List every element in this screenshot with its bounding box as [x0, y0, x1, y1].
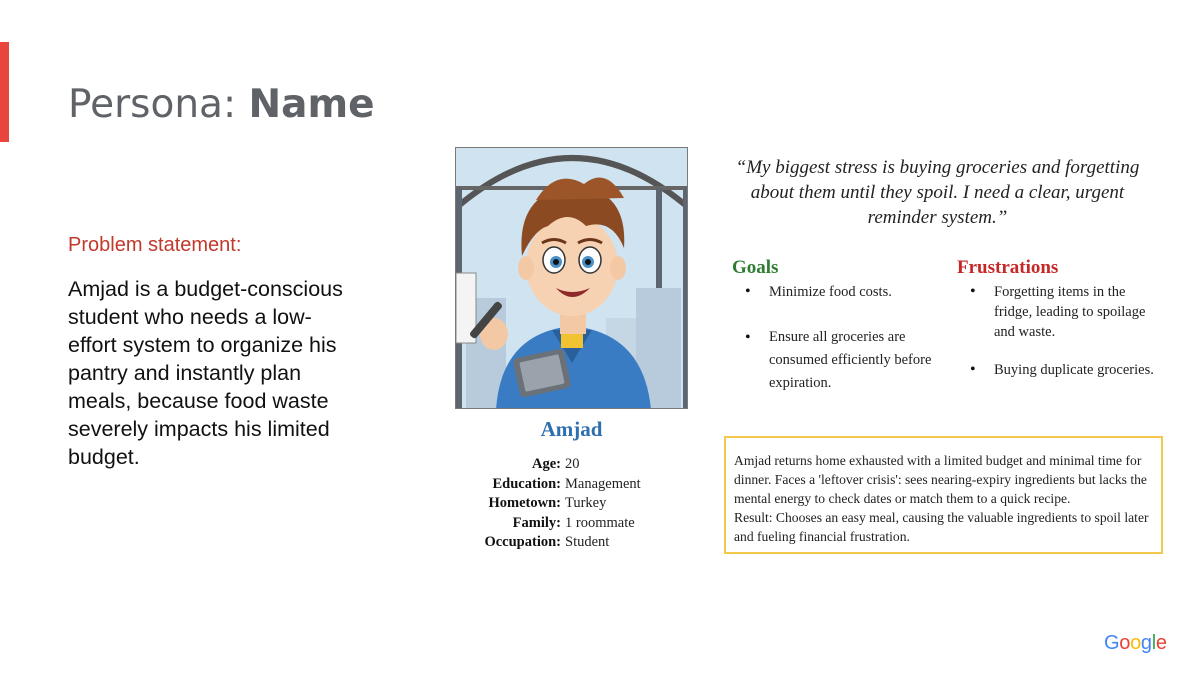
goal-item: • Ensure all groceries are consumed efficiently before expiration. — [735, 326, 945, 395]
problem-statement-body: Amjad is a budget-conscious student who needs a low-effort system to organize his pantry and instantly plan meals, because food waste severely impacts his limited budget. — [68, 277, 343, 469]
detail-key: Education: — [492, 475, 561, 492]
logo-letter: o — [1130, 632, 1141, 654]
detail-row-hometown — [455, 494, 688, 514]
frustration-item: • Buying duplicate groceries. — [960, 360, 1160, 380]
detail-key: Hometown: — [488, 495, 561, 511]
persona-quote: “My biggest stress is buying groceries and forgetting about them until they spoil. I need a clear, urgent reminder system.” — [735, 157, 1140, 228]
detail-key: Occupation: — [484, 534, 561, 550]
detail-key: Age: — [532, 456, 561, 472]
detail-value: Turkey — [565, 495, 607, 511]
persona-illustration — [456, 148, 688, 409]
logo-letter: g — [1140, 632, 1152, 654]
frustrations-list — [960, 282, 1160, 380]
accent-bar — [0, 42, 9, 142]
scenario-box — [724, 436, 1163, 554]
logo-letter: l — [1151, 632, 1156, 654]
scenario-text: Amjad returns home exhausted with a limited budget and minimal time for dinner. Faces a 'leftover crisis': sees nearing-expiry ingredients but lacks the mental energy to check dates or match them to a quick recipe. — [734, 453, 1147, 506]
goal-item: • Minimize food costs. — [735, 282, 945, 302]
logo-letter: o — [1119, 632, 1131, 654]
logo-letter: e — [1155, 632, 1167, 654]
detail-value: Management — [565, 475, 641, 492]
detail-value: Student — [565, 534, 610, 550]
persona-portrait — [455, 147, 688, 409]
persona-details — [455, 455, 688, 553]
goals-heading: Goals — [732, 257, 779, 278]
detail-value: 1 roommate — [565, 514, 635, 531]
frustrations-heading: Frustrations — [957, 257, 1059, 278]
detail-row-education — [455, 475, 688, 495]
persona-name: Amjad — [540, 417, 603, 441]
frustration-item: • Forgetting items in the fridge, leading to spoilage and waste. — [960, 282, 1160, 342]
problem-statement-label: Problem statement: — [68, 234, 242, 256]
title-name: Name — [248, 82, 375, 127]
detail-key: Family: — [512, 514, 561, 531]
title-prefix: Persona: — [68, 82, 249, 127]
goals-list — [735, 282, 945, 395]
google-logo — [1104, 632, 1167, 655]
detail-value: 20 — [565, 456, 580, 472]
detail-row-age — [455, 455, 688, 475]
scenario-result: Result: Chooses an easy meal, causing the valuable ingredients to spoil later and fueling financial frustration. — [734, 510, 1149, 544]
detail-row-family — [455, 514, 688, 534]
slide-title — [68, 82, 375, 127]
detail-row-occupation — [455, 533, 688, 553]
logo-letter: G — [1104, 632, 1120, 654]
